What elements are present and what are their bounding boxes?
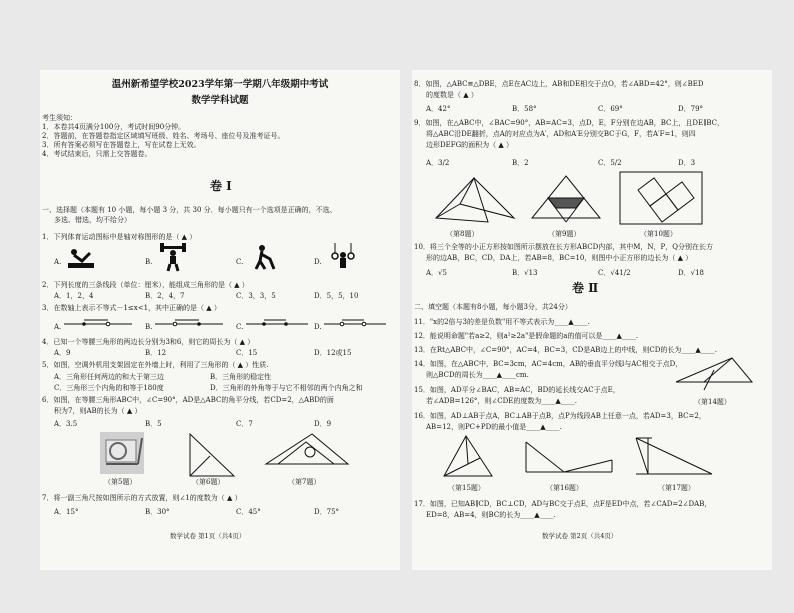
figure-7-set-squares <box>264 432 350 468</box>
question-8: 8．如图，△ABC≌△DBE，点E在AC边上，AB和DE相交于点O，若∠ABD=42°，则∠BED <box>414 80 704 88</box>
question-10: 10．将三个全等的小正方形按如图所示摆放在长方形ABCD内部，其中M，N，P，Q分别在长方 <box>414 243 713 251</box>
figure-8-caption: （第8题） <box>446 230 479 238</box>
section-2-label: 卷 Ⅱ <box>572 281 599 295</box>
q9-option-a: A．3/2 <box>426 159 450 167</box>
q3-option-c: C. <box>236 323 244 331</box>
question-5: 5．如图，空调外机用支架固定在外墙上时，利用了三角形的（ ▲ ）性质. <box>42 361 269 369</box>
note-4: 4．考试结束后，只需上交答题卷。 <box>42 150 152 158</box>
number-line-b <box>155 316 225 330</box>
q9-option-b: B．2 <box>512 159 529 167</box>
question-14: 14．如图，在△ABC中，BC=3cm，AC=4cm，AB的垂直平分线l与AC相交于点D， <box>414 360 683 368</box>
q5-option-c: C．三角形三个内角的和等于180度 <box>54 384 164 392</box>
q6-option-c: C．7 <box>236 420 253 428</box>
question-6: 6．如图，在等腰三角形ABC中，∠C=90°，AD是△ABC的角平分线，若CD=2，△ABD的面 <box>42 396 334 404</box>
figure-6-caption: （第6题） <box>192 478 225 486</box>
q4-option-c: C．15 <box>236 349 258 357</box>
note-3: 3．所有答案必须写在答题卷上，写在试卷上无效。 <box>42 141 201 149</box>
gymnastics-icon <box>66 245 98 271</box>
q8-option-c: C．69° <box>598 105 623 113</box>
q8-option-a: A．42° <box>426 105 451 113</box>
question-9: 9．如图，在△ABC中，∠BAC=90°，AB=AC=3，点D，E，F分别在边AB，BC上，且DE∥BC， <box>414 119 725 127</box>
figure-17-diagram <box>634 434 714 482</box>
q10-option-c: C．√41/2 <box>598 269 631 277</box>
question-7: 7．将一副三角尺按如图所示的方式放置，则∠1的度数为（ ▲ ） <box>42 494 242 502</box>
note-2: 2．答题前，在答题卷指定区域填写班级、姓名、考场号、座位号及准考证号。 <box>42 132 285 140</box>
q4-option-b: B．12 <box>145 349 167 357</box>
question-9-cont-2: 边形DEFG的面积为（ ▲ ） <box>426 141 514 149</box>
section-1-label: 卷 Ⅰ <box>210 179 232 193</box>
q3-option-a: A. <box>54 323 62 331</box>
question-10-cont: 形的边AB，BC，CD，DA上，若AB=8，BC=10，则图中小正方形的边长为（ ▲ ） <box>426 254 693 262</box>
q2-option-a: A．1，2，4 <box>54 292 94 300</box>
q6-option-d: D．9 <box>314 420 332 428</box>
q4-option-a: A．9 <box>54 349 71 357</box>
question-12: 12．能说明命题"若a≥2，则a²≥2a"是假命题的a的值可以是____▲____. <box>414 332 639 340</box>
exam-subject: 数学学科试题 <box>191 95 249 106</box>
hockey-icon <box>250 243 278 271</box>
q10-option-d: D．√18 <box>678 269 704 277</box>
q9-option-d: D．3 <box>678 159 696 167</box>
left-page <box>40 70 400 570</box>
q5-option-a: A．三角形任何两边的和大于第三边 <box>54 373 165 381</box>
q7-option-c: C．45° <box>236 508 261 516</box>
number-line-d <box>324 316 388 330</box>
figure-14-triangle <box>674 356 754 394</box>
question-15: 15．如图，AD平分∠BAC，AB=AC，BD的延长线交AC于点E， <box>414 386 620 394</box>
q7-option-b: B．30° <box>145 508 170 516</box>
figure-9-caption: （第9题） <box>548 230 581 238</box>
q10-option-a: A．√5 <box>426 269 447 277</box>
question-14-cont: 则△BCD的周长为____▲____cm. <box>426 371 529 379</box>
page-1-footer: 数学试卷 第1页（共4页） <box>170 532 246 540</box>
q2-option-b: B．2，4，7 <box>145 292 185 300</box>
figure-17-caption: （第17题） <box>658 484 695 492</box>
q3-option-d: D. <box>314 323 322 331</box>
figure-7-caption: （第7题） <box>288 478 321 486</box>
q3-option-b: B. <box>145 323 153 331</box>
section-2-intro: 二、填空题（本题有8小题，每小题3分，共24分） <box>414 303 572 311</box>
number-line-a <box>64 316 134 330</box>
question-15-cont: 若∠ADB=126°，则∠CDE的度数为____▲____. <box>426 397 577 405</box>
figure-10-rectangle <box>618 170 704 226</box>
question-2: 2．下列长度的三条线段（单位：厘米），能组成三角形的是（ ▲ ） <box>42 281 249 289</box>
q10-option-b: B．√13 <box>512 269 538 277</box>
q6-option-b: B．5 <box>145 420 162 428</box>
q9-option-c: C．5/2 <box>598 159 622 167</box>
figure-16-diagram <box>524 438 616 480</box>
question-11: 11．"x的2倍与3的差是负数"用不等式表示为____▲____. <box>414 318 590 326</box>
question-4: 4．已知一个等腰三角形的两边长分别为3和6，则它的周长为（ ▲ ） <box>42 338 255 346</box>
rings-icon <box>330 243 356 271</box>
question-6-cont: 积为7，则AB的长为（ ▲ ） <box>54 407 142 415</box>
weightlifting-icon <box>158 243 188 271</box>
right-page <box>412 70 772 570</box>
exam-title: 温州新希望学校2023学年第一学期八年级期中考试 <box>111 79 329 90</box>
section-1-intro: 一、选择题（本题有 10 小题，每小题 3 分，共 30 分．每小题只有一个选项是正确的，不选、 <box>42 206 337 214</box>
figure-15-caption: （第15题） <box>448 484 485 492</box>
q1-option-c: C. <box>236 258 244 266</box>
q2-option-d: D．5，5，10 <box>314 292 359 300</box>
question-8-cont: 的度数是（ ▲ ） <box>426 91 478 99</box>
figure-5-caption: （第5题） <box>104 478 137 486</box>
figure-6-triangle <box>180 432 240 480</box>
question-16: 16．如图，AD⊥AB于点A，BC⊥AB于点B，点P为线段AB上任意一点，若AD=3，BC=2， <box>414 412 706 420</box>
figure-15-triangle <box>442 434 494 480</box>
question-9-cont: 将△ABC沿DE翻折，点A的对应点为A′，AD和A′E分别交BC于G，F，若A′F=1，则四 <box>426 130 696 138</box>
q1-option-d: D. <box>314 258 322 266</box>
q8-option-d: D．79° <box>678 105 704 113</box>
page-2-footer: 数学试卷 第2页（共4页） <box>542 532 618 540</box>
question-17: 17．如图，已知AB∥CD，BC⊥CD，AD与BC交于点E，点F是ED中点，若∠CAD=2∠DAB， <box>414 500 712 508</box>
q5-option-b: B．三角形的稳定性 <box>210 373 272 381</box>
question-3: 3．在数轴上表示不等式－1≤x<1，其中正确的是（ ▲ ） <box>42 304 221 312</box>
figure-10-caption: （第10题） <box>640 230 677 238</box>
q1-option-a: A. <box>54 258 62 266</box>
air-conditioner-photo <box>100 432 144 474</box>
q8-option-b: B．58° <box>512 105 537 113</box>
question-13: 13．在Rt△ABC中，∠C=90°，AC=4，BC=3，CD是AB边上的中线，则CD的长为____▲____. <box>414 346 717 354</box>
question-16-cont: AB=12，则PC+PD的最小值是____▲____. <box>426 423 562 431</box>
figure-8-triangles <box>430 174 520 226</box>
section-1-intro-2: 多选、错选，均不给分） <box>54 216 131 224</box>
number-line-c <box>246 316 310 330</box>
q7-option-a: A．15° <box>54 508 79 516</box>
q7-option-d: D．75° <box>314 508 340 516</box>
figure-9-triangle <box>530 174 602 226</box>
notes-header: 考生须知： <box>42 114 77 122</box>
question-17-cont: ED=8，AB=4，则BC的长为____▲____. <box>426 511 556 519</box>
note-1: 1．本卷共4页满分100分，考试时间90分钟。 <box>42 123 186 131</box>
q1-option-b: B. <box>145 258 153 266</box>
q5-option-d: D．三角形的外角等于与它不相邻的两个内角之和 <box>210 384 363 392</box>
q2-option-c: C．3，3，5 <box>236 292 276 300</box>
figure-14-caption: （第14题） <box>694 398 731 406</box>
q4-option-d: D．12或15 <box>314 349 352 357</box>
q6-option-a: A．3.5 <box>54 420 78 428</box>
question-1: 1．下列体育运动图标中是轴对称图形的是（ ▲ ） <box>42 233 197 241</box>
figure-16-caption: （第16题） <box>546 484 583 492</box>
